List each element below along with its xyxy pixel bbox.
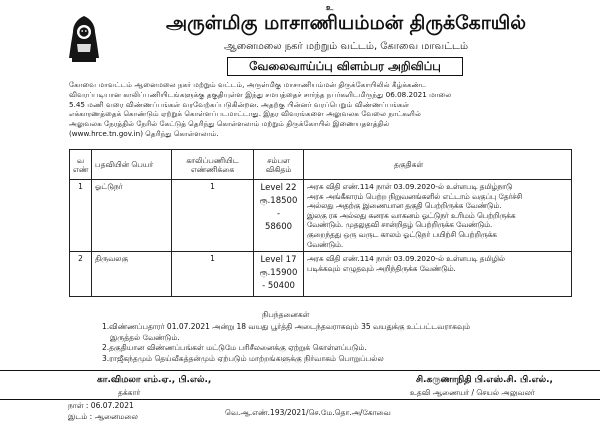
qualification-line: அல்லது அதற்கு இணையான தகுதி பெற்றிருக்க வேண்டும். [307, 201, 502, 211]
header-auspicious-mark: உ [326, 3, 334, 12]
conditions-list [102, 322, 572, 364]
qualification-line: அரசு விதி எண்.114 நாள் 03.09.2020-ல் உள்ளபடி தமிழில் [307, 254, 505, 264]
intro-line: கோவை மாவட்டம் ஆனைமலை நகர் மற்றும் வட்டம், அருள்மிகு மாசாணியம்மன் திருக்கோயிலில் கீழ்க்கண்ட [69, 80, 427, 89]
row-qualifications [304, 252, 572, 297]
qualification-line: அரசு அங்கீகாரம் பெற்ற நிறுவனங்களில் எட்டாம் வகுப்பு தேர்ச்சி [307, 191, 523, 201]
footer-divider-bottom [0, 399, 600, 400]
signatory-right-role: உதவி ஆணையர் / செயல் அலுவலர் [410, 388, 535, 397]
row-vacancy-count: 1 [172, 252, 254, 297]
table-row [70, 180, 572, 252]
signatory-left-role: தக்கார் [118, 388, 141, 397]
conditions-title: நிபந்தனைகள் [262, 310, 310, 319]
qualification-line: இலகு ரக அல்லது கனரக வாகனம் ஓட்டுநர் உரிமம் பெற்றிருக்க [307, 210, 516, 220]
vacancy-table [69, 149, 572, 297]
footer-divider-top [0, 370, 600, 371]
qualification-line: குறைந்தது ஒரு வருட காலம் ஓட்டுநர் பயிற்சி பெற்றிருக்க [307, 229, 497, 239]
row-post-name: திருவலகு [92, 252, 172, 297]
header-serial-no: வ எண் [70, 150, 92, 180]
intro-line: 5.45 மணி வரை விண்ணப்பங்கள் வரவேற்கப்படுகின்றன. அதற்கு பின்னர் வரப்பெறும் விண்ணப்பங்கள் [69, 99, 410, 109]
row-post-name: ஓட்டுநர் [92, 180, 172, 252]
row-serial-no: 2 [70, 252, 92, 297]
row-vacancy-count: 1 [172, 180, 254, 252]
table-header-row [70, 150, 572, 180]
pay-level: Level 17 [260, 255, 297, 266]
pay-min: ரூ.15900 [259, 268, 298, 279]
qualification-line: வேண்டும். முதலுதவி சான்றிதழ் பெற்றிருக்க வேண்டும். [307, 220, 493, 230]
row-pay-scale [254, 180, 304, 252]
pay-min: ரூ.18500 [259, 196, 298, 206]
intro-line: விவரப்படியான காலிப்பணியிடங்களுக்கு தகுதியுள்ள இந்து சமயத்தைச் சார்ந்த நபர்களிடமிருந்து 06.08.2021 மாலை [69, 89, 452, 99]
temple-title: அருள்மிகு மாசாணியம்மன் திருக்கோயில் [166, 12, 526, 34]
header-vacancy-count: காலிப்பணியிட எண்ணிக்கை [172, 150, 254, 180]
temple-deity-logo-icon [66, 14, 102, 64]
header-qualifications: தகுதிகள் [304, 150, 572, 180]
notice-heading: வேலைவாய்ப்பு விளம்பர அறிவிப்பு [227, 57, 463, 76]
temple-address: ஆனைமலை நகர் மற்றும் வட்டம், கோவை மாவட்டம் [223, 41, 469, 52]
table-row [70, 252, 572, 297]
notice-place: இடம் : ஆனைமலை [68, 412, 138, 421]
qualification-line: அரசு விதி எண்.114 நாள் 03.09.2020-ல் உள்ளபடி தமிழ்நாடு [307, 182, 513, 191]
pay-separator: - [276, 209, 281, 219]
pay-max: - 50400 [262, 281, 295, 292]
row-serial-no: 1 [70, 180, 92, 252]
row-qualifications [304, 180, 572, 252]
signatory-left-name: கா.விமலா எம்.ஏ., பி.எல்., [97, 375, 212, 385]
reference-number: வெ.ஆ.எண்.193/2021/செ.மே.தொ.அ/கோவை [225, 408, 391, 417]
pay-level: Level 22 [260, 183, 297, 193]
intro-line: (www.hrce.tn.gov.in) தெரிந்து கொள்ளலாம். [69, 128, 219, 138]
notice-date: நாள் : 06.07.2021 [68, 401, 134, 410]
intro-paragraph [69, 80, 569, 139]
signatory-right-name: சி.கருணாநிதி பி.எஸ்.சி. பி.எல்., [416, 375, 553, 385]
pay-max: 58600 [264, 222, 293, 232]
condition-item: 3.ராஜீகந்தமும் தெய்வீகத்தன்மும் ஏற்படும் மாற்றங்களுக்கு நிர்வாகம் பொறுப்பல்ல [102, 353, 384, 363]
header-pay-scale: சம்பள விகிதம் [254, 150, 304, 180]
row-pay-scale [254, 252, 304, 297]
condition-item: 2.தகுதியான விண்ணப்பங்கள் மட்டுமே பரிசீலனைக்கு ஏற்றுக் கொள்ளப்படும். [102, 343, 367, 352]
header-post-name: பதவியின் பெயர் [92, 150, 172, 180]
condition-item: இருத்தல் வேண்டும். [110, 332, 180, 342]
intro-line: அலுவலக நேரத்தில் நேரில் கேட்டுத் தெரிந்து கொள்ளலாம் மற்றும் திருக்கோயில் இணையதளத்தில் [69, 119, 390, 129]
qualification-line: படிக்கவும் எழுதவும் அறிந்திருக்க வேண்டும். [307, 263, 456, 273]
intro-line: எக்காரணத்தைக் கொண்டும் ஏற்றுக் கொள்ளப்படமாட்டாது. இதர விவரங்களை அலுவலக வேலை நாட்களில் [69, 109, 421, 119]
condition-item: 1.விண்ணப்பதாரர் 01.07.2021 அன்று 18 வயது பூர்த்தி அடைந்தவராகவும் 35 வயதுக்கு உட்பட்டவராகவும் [102, 322, 471, 331]
qualification-line: வேண்டும். [307, 239, 344, 249]
